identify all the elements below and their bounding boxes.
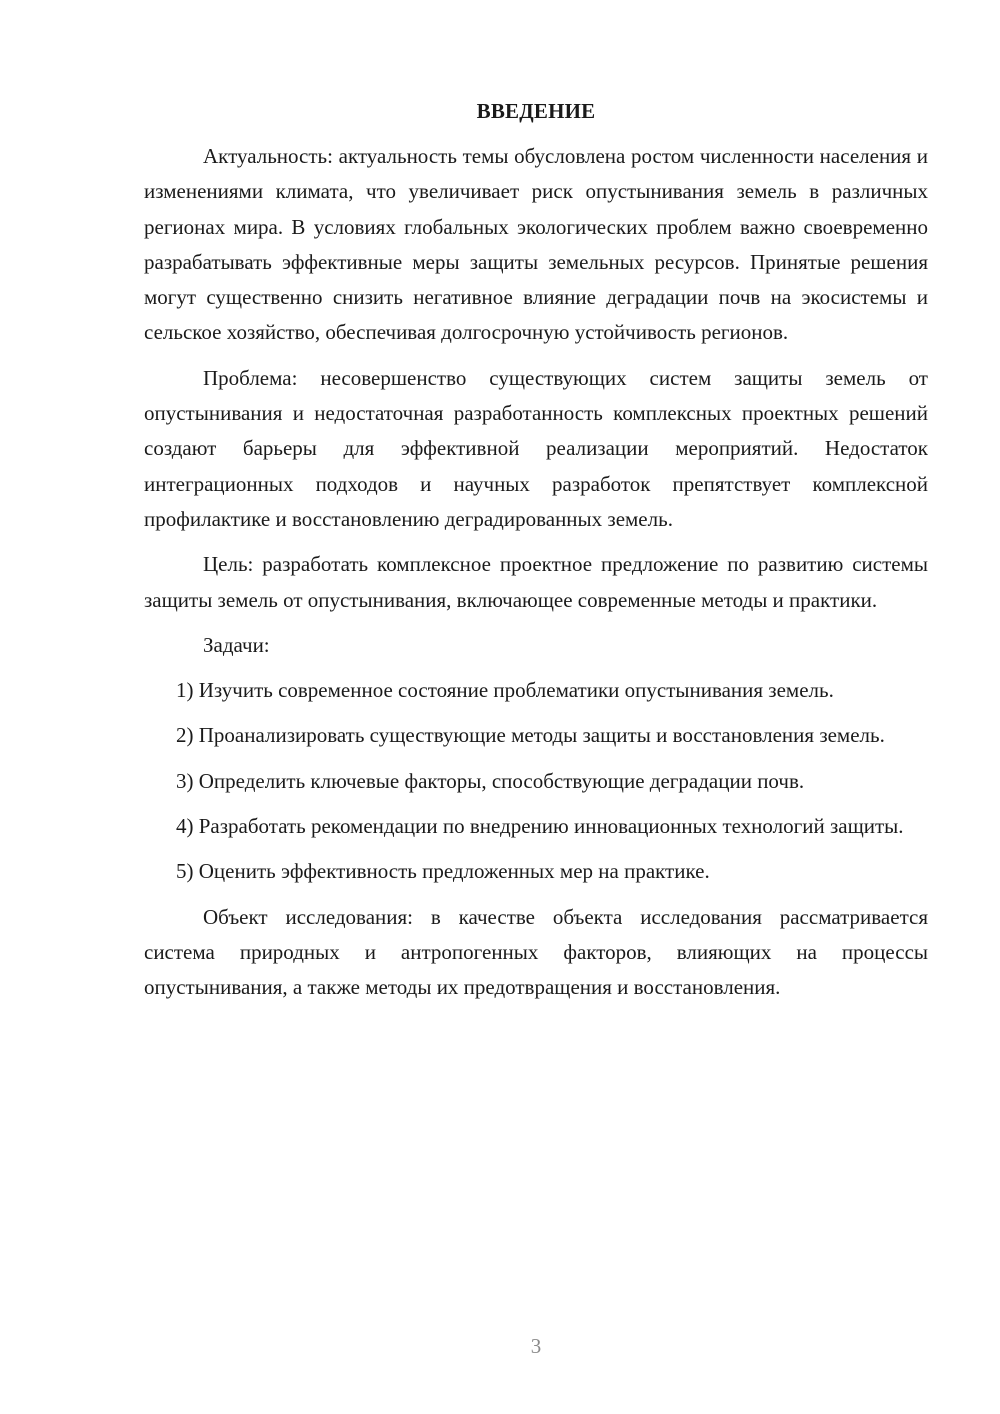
tasks-heading: Задачи: <box>203 632 270 657</box>
relevance-paragraph: Актуальность: актуальность темы обусловлена ростом численности населения и изменениями климата, что увеличивает риск опустынивания земель в различных регионах мира. В условиях глобальных экологических проблем важно своевременно разрабатывать эффективные меры защиты земельных ресурсов. Принятые решения могут существенно снизить негативное влияние деградации почв на экосистемы и сельское хозяйство, обеспечивая долгосрочную устойчивость регионов. <box>144 144 928 345</box>
problem-paragraph: Проблема: несовершенство существующих систем защиты земель от опустынивания и недостаточная разработанность комплексных проектных решений создают барьеры для эффективной реализации мероприятий. Недостаток интеграционных подходов и научных разработок препятствует комплексной профилактике и восстановлению деградированных земель. <box>144 365 928 531</box>
goal-paragraph: Цель: разработать комплексное проектное предложение по развитию системы защиты земель от опустынивания, включающее современные методы и практики. <box>144 552 928 612</box>
task-item: 2) Проанализировать существующие методы защиты и восстановления земель. <box>176 723 885 748</box>
object-paragraph: Объект исследования: в качестве объекта исследования рассматривается система природных и антропогенных факторов, влияющих на процессы опустынивания, а также методы их предотвращения и восстановления. <box>144 904 928 1000</box>
task-item: 4) Разработать рекомендации по внедрению инновационных технологий защиты. <box>176 814 904 839</box>
page-title: ВВЕДЕНИЕ <box>476 99 596 123</box>
page-number: 3 <box>530 1334 542 1358</box>
document-page <box>144 96 928 1016</box>
task-item: 1) Изучить современное состояние проблематики опустынивания земель. <box>176 678 834 703</box>
task-item: 5) Оценить эффективность предложенных мер на практике. <box>176 859 710 884</box>
task-item: 3) Определить ключевые факторы, способствующие деградации почв. <box>176 768 805 793</box>
